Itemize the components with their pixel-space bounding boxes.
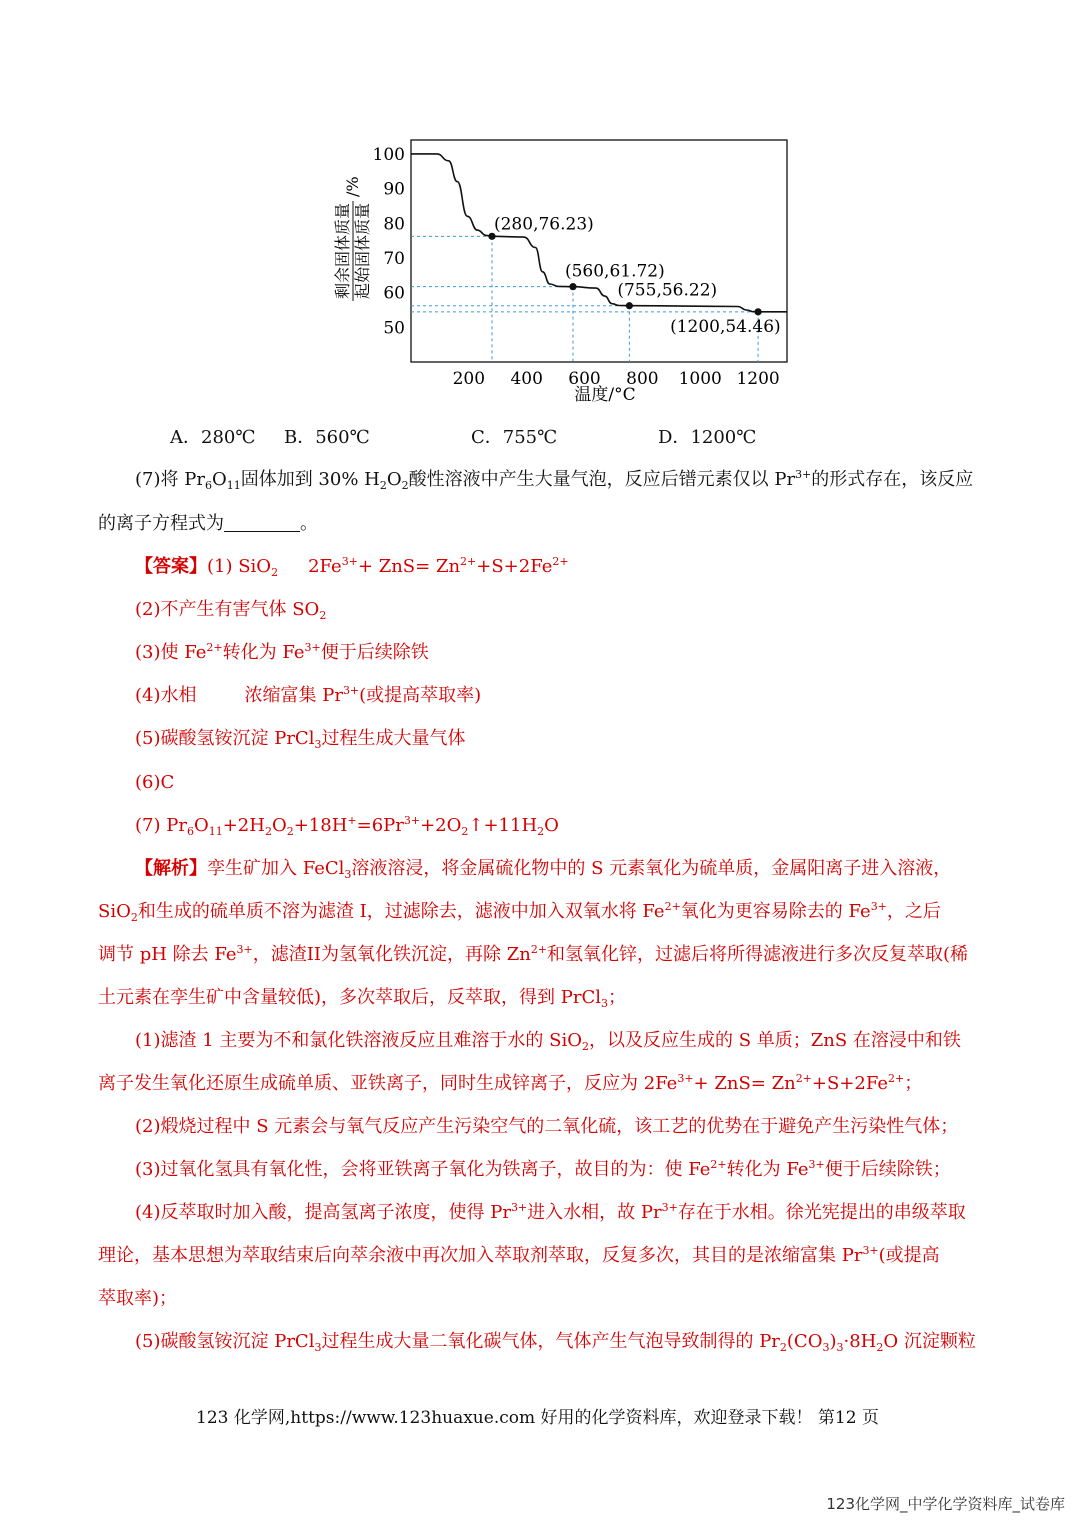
analysis-p5-l2: 理论，基本思想为萃取结束后向萃余液中再次加入萃取剂萃取，反复多次，其目的是浓缩富集 $Pr^{3+}$(或提高 — [98, 1244, 940, 1266]
analysis-p1-l1: 【解析】孪生矿加入 FeCl$_3$溶液溶浸，将金属硫化物中的 S 元素氧化为硫单质，金属阳离子进入溶液， — [135, 858, 952, 881]
question-7-line-1: (7)将 $Pr_6O_{11}$固体加到 30% $H_2O_2$酸性溶液中产生大量气泡，反应后镨元素仅以 $Pr^{3+}$的形式存在，该反应 — [135, 468, 974, 492]
y-tick-label: 50 — [383, 318, 405, 339]
x-tick-label: 1200 — [736, 369, 780, 389]
data-point-label: (755,56.22) — [617, 280, 718, 301]
y-axis-label — [333, 176, 372, 301]
y-axis — [373, 145, 405, 338]
analysis-p4: (3)过氧化氢具有氧化性，会将亚铁离子氧化为铁离子，故目的为：使 $Fe^{2+}$转化为 $Fe^{3+}$便于后续除铁； — [135, 1158, 951, 1180]
page-footer: 123 化学网,https://www.123huaxue.com 好用的化学资料库，欢迎登录下载！ 第12 页 — [196, 1408, 879, 1428]
option-b — [284, 426, 370, 450]
analysis-p6: (5)碳酸氢铵沉淀 PrCl$_3$过程生成大量二氧化碳气体，气体产生气泡导致制得的 $Pr_2(CO_3)_3\cdot 8H_2O$ 沉淀颗粒 — [135, 1331, 976, 1354]
analysis-p2-l2: 离子发生氧化还原生成硫单质、亚铁离子，同时生成锌离子，反应为 $2Fe^{3+}+ ZnS= Zn^{2+}+S+2Fe^{2+}$； — [98, 1072, 923, 1094]
data-point-label: (560,61.72) — [564, 261, 665, 282]
data-point — [754, 308, 761, 315]
y-label-top: 剩余固体质量 — [333, 202, 352, 300]
option-text: 1200℃ — [690, 427, 757, 448]
x-tick-label: 1000 — [678, 369, 722, 389]
tga-chart — [320, 128, 800, 413]
question-7-line-2: 的离子方程式为 。 — [98, 513, 318, 534]
x-axis-label: 温度/°C — [574, 385, 636, 405]
option-c — [471, 426, 557, 450]
y-tick-label: 100 — [372, 144, 405, 165]
y-label-bottom: 起始固体质量 — [353, 202, 372, 300]
option-d — [658, 426, 756, 450]
analysis-p1-l4: 土元素在孪生矿中含量较低)，多次萃取后，反萃取，得到 PrCl$_3$； — [98, 987, 626, 1010]
option-letter: C． — [471, 427, 503, 448]
y-tick-label: 70 — [383, 248, 405, 269]
x-tick-label: 800 — [626, 369, 659, 389]
watermark: 123化学网_中学化学资料库_试卷库 — [826, 1495, 1065, 1513]
y-label-unit: /% — [343, 176, 362, 197]
answer-3: (3)使 $Fe^{2+}$转化为 $Fe^{3+}$便于后续除铁 — [135, 641, 429, 663]
answer-4: (4)水相 浓缩富集 $Pr^{3+}$(或提高萃取率) — [135, 684, 482, 706]
data-points — [488, 214, 780, 337]
y-tick-label: 90 — [383, 179, 405, 200]
data-point-label: (1200,54.46) — [670, 316, 781, 337]
option-text: 560℃ — [315, 427, 370, 448]
option-text: 755℃ — [502, 427, 558, 448]
x-tick-label: 400 — [510, 369, 543, 389]
option-text: 280℃ — [201, 427, 256, 448]
answer-7: (7) $Pr_6O_{11}+2H_2O_2+18H^+=6Pr^{3+}+2O_2↑+11H_2O$ — [135, 814, 559, 838]
option-letter: A． — [170, 427, 201, 448]
x-tick-label: 200 — [452, 369, 486, 389]
analysis-p2-l1: (1)滤渣 1 主要为不和氯化铁溶液反应且难溶于水的 SiO$_2$，以及反应生成的 S 单质；ZnS 在溶浸中和铁 — [135, 1030, 961, 1053]
answer-5: (5)碳酸氢铵沉淀 PrCl$_3$过程生成大量气体 — [135, 728, 466, 751]
answer-6: (6)C — [135, 772, 175, 793]
data-point — [626, 302, 633, 309]
x-tick-label: 600 — [568, 369, 601, 389]
answer-blank — [224, 513, 300, 532]
option-letter: D． — [658, 427, 691, 448]
analysis-p1-l2: SiO$_2$和生成的硫单质不溶为滤渣 I，过滤除去，滤液中加入双氧水将 $Fe^{2+}$氧化为更容易除去的 $Fe^{3+}$，之后 — [98, 900, 941, 924]
y-tick-label: 80 — [383, 214, 405, 235]
analysis-p3: (2)煅烧过程中 S 元素会与氧气反应产生污染空气的二氧化硫，该工艺的优势在于避免产生污染性气体； — [135, 1116, 959, 1137]
data-point — [569, 283, 576, 290]
mass-curve — [411, 154, 787, 312]
analysis-p5-l1: (4)反萃取时加入酸，提高氢离子浓度，使得 $Pr^{3+}$进入水相，故 $Pr^{3+}$存在于水相。徐光宪提出的串级萃取 — [135, 1201, 966, 1223]
option-a — [170, 426, 256, 450]
answer-2: (2)不产生有害气体 $SO_2$ — [135, 599, 327, 622]
y-tick-label: 60 — [383, 283, 405, 304]
analysis-p5-l3: 萃取率)； — [98, 1288, 178, 1309]
data-point-label: (280,76.23) — [493, 214, 594, 235]
analysis-p1-l3: 调节 pH 除去 $Fe^{3+}$，滤渣II为氢氧化铁沉淀，再除 $Zn^{2+}$和氢氧化锌，过滤后将所得滤液进行多次反复萃取(稀 — [98, 943, 969, 965]
option-letter: B． — [284, 427, 316, 448]
answer-1: 【答案】(1) SiO$_2$ $2Fe^{3+}+ ZnS= Zn^{2+}+S+2Fe^{2+}$ — [135, 555, 569, 579]
